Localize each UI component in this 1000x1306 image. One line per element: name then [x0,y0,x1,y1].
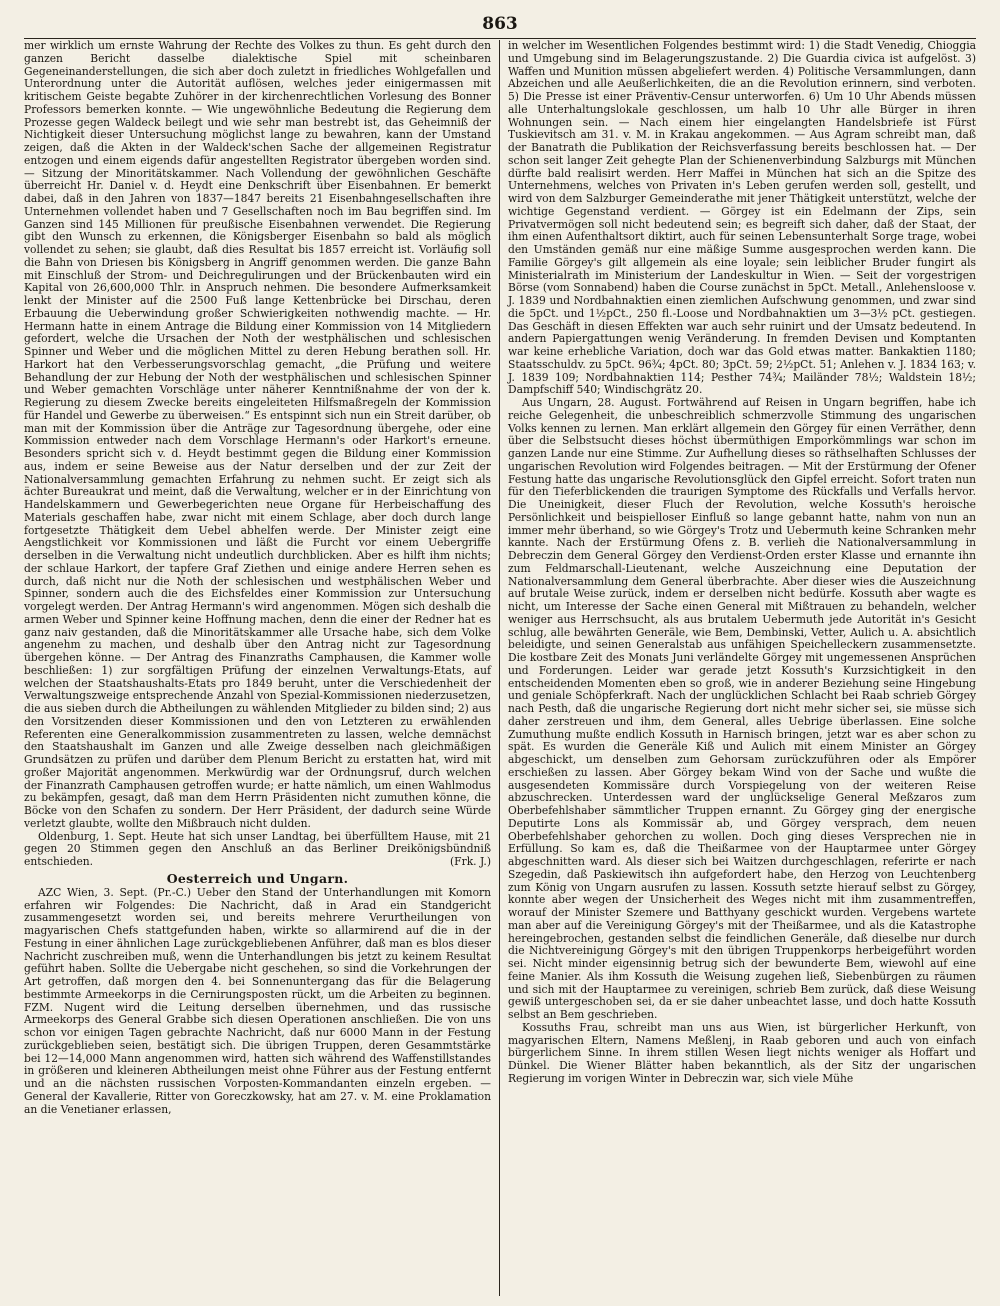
article-paragraph: mer wirklich um ernste Wahrung der Rechte des Volkes zu thun. Es geht durch den ganzen Bericht dasselbe dialektische Spiel mit scheinbaren Gegeneinanderstellungen, die sich aber doch zuletzt in friedliches Wohlgefallen und Unterordnung unter die Autorität auflösen, welches jeder einigermassen mit kritischem Geiste begabte Zuhörer in der kirchenrechtlichen Vorlesung des Bonner Professors bemerken konnte. — Wie ungewöhnliche Bedeutung die Regierung dem Prozesse gegen Waldeck beilegt und wie sehr man bestrebt ist, das Geheimniß der Nichtigkeit dieser Untersuchung möglichst lange zu bewahren, kann der Umstand zeigen, daß die Akten in der Waldeck'schen Sache der allgemeinen Registratur entzogen und einem eigends dafür angestellten Registrator übergeben worden sind. — Sitzung der Minoritätskammer. Nach Vollendung der gewöhnlichen Geschäfte überreicht Hr. Daniel v. d. Heydt eine Denkschrift über Eisenbahnen. Er bemerkt dabei, daß in den Jahren von 1837—1847 bereits 21 Eisenbahngesellschaften ihre Unternehmen vollendet haben und 7 Gesellschaften noch im Bau begriffen sind. Im Ganzen sind 145 Millionen für preußische Eisenbahnen verwendet. Die Regierung gibt den Wunsch zu erkennen, die Königsberger Eisenbahn so bald als möglich vollendet zu sehen; sie glaubt, daß dies Resultat bis 1857 erreicht ist. Vorläufig soll die Bahn von Driesen bis Königsberg in Angriff genommen werden. Die ganze Bahn mit Einschluß der Strom- und Deichregulirungen und der Brückenbauten wird ein Kapital von 26,600,000 Thlr. in Anspruch nehmen. Die besondere Aufmerksamkeit lenkt der Minister auf die 2500 Fuß lange Kettenbrücke bei Dirschau, deren Erbauung die Ueberwindung großer Schwierigkeiten nothwendig machte. — Hr. Hermann hatte in einem Antrage die Bildung einer Kommission von 14 Mitgliedern gefordert, welche die Ursachen der Noth der westphälischen und schlesischen Spinner und Weber und die möglichen Mittel zu deren Hebung berathen soll. Hr. Harkort hat den Verbesserungsvorschlag gemacht, „die Prüfung und weitere Behandlung der zur Hebung der Noth der westphälischen und schlesischen Spinner und Weber gemachten Vorschläge unter näherer Kenntnißnahme der von der k. Regierung zu diesem Zwecke bereits eingeleiteten Hilfsmaßregeln der Kommission für Handel und Gewerbe zu überweisen.“ Es entspinnt sich nun ein Streit darüber, ob man mit der Kommission über die Anträge zur Tagesordnung übergehe, oder eine Kommission entweder nach dem Vorschlage Hermann's oder Harkort's erneune. Besonders spricht sich v. d. Heydt bestimmt gegen die Bildung einer Kommission aus, indem er seine Beweise aus der Natur derselben und der zur Zeit der Nationalversammlung gemachten Erfahrung zu nehmen sucht. Er zeigt sich als ächter Bureaukrat und meint, daß die Verwaltung, welcher er in der Einrichtung von Handelskammern und Gewerbegerichten neue Organe für Herbeischaffung des Materials geschaffen habe, zwar nicht mit einem Schlage, aber doch durch lange fortgesetzte Thätigkeit dem Uebel abhelfen werde. Der Minister zeigt eine Aengstlichkeit vor Kommissionen und läßt die Furcht vor einem Uebergriffe derselben in die Verwaltung nicht undeutlich durchblicken. Aber es hilft ihm nichts; der schlaue Harkort, der tapfere Graf Ziethen und einige andere Herren sehen es durch, daß nicht nur die Noth der schlesischen und westphälischen Weber und Spinner, sondern auch die des Eichsfeldes einer Kommission zur Untersuchung vorgelegt werden. Der Antrag Hermann's wird angenommen. Mögen sich deshalb die armen Weber und Spinner keine Hoffnung machen, denn die einer der Redner hat es ganz naiv gestanden, daß die Minoritätskammer alle Ursache habe, sich dem Volke angenehm zu machen, und deshalb über den Antrag nicht zur Tagesordnung übergehen könne. — Der Antrag des Finanzraths Camphausen, die Kammer wolle beschließen: 1) zur sorgfältigen Prüfung der einzelnen Verwaltungs-Etats, auf welchen der Staatshaushalts-Etats pro 1849 beruht, unter die Verschiedenheit der Verwaltungszweige entsprechende Anzahl von Spezial-Kommissionen niederzusetzen, die aus sieben durch die Abtheilungen zu wählenden Mitglieder zu bilden sind; 2) aus den Vorsitzenden dieser Kommissionen und den von Letzteren zu erwählenden Referenten eine Generalkommission zusammentreten zu lassen, welche demnächst den Staatshaushalt im Ganzen und alle Zweige desselben nach gleichmäßigen Grundsätzen zu prüfen und darüber dem Plenum Bericht zu erstatten hat, wird mit großer Majorität angenommen. Merkwürdig war der Ordnungsruf, durch welchen der Finanzrath Camphausen getroffen wurde; er hatte nämlich, um einen Wahlmodus zu bekämpfen, gesagt, daß man dem Herrn Präsidenten nicht zumuthen könne, die Böcke von den Schafen zu sondern. Der Herr Präsident, der dadurch seine Würde verletzt glaubte, wollte den Mißbrauch nicht dulden. [24,40,491,830]
oldenburg-text: Oldenburg, 1. Sept. Heute hat sich unser Landtag, bei überfülltem Hause, mit 21 gegen 20 Stimmen gegen den Anschluß an das Berliner Dreikönigsbündniß entschieden. [24,829,491,868]
oldenburg-signature: (Frk. J.) [450,855,491,868]
article-paragraph [24,831,491,869]
newspaper-columns [24,40,976,1296]
page-number: 863 [482,14,518,34]
right-column [500,40,976,1296]
header-rule [24,38,976,39]
section-heading: Oesterreich und Ungarn. [166,870,349,886]
article-paragraph: AZC Wien, 3. Sept. (Pr.-C.) Ueber den Stand der Unterhandlungen mit Komorn erfahren wir Folgendes: Die Nachricht, daß in Arad ein Standgericht zusammengesetzt worden sei, und bereits mehrere Verurtheilungen von magyarischen Chefs stattgefunden haben, wirkte so allarmirend auf die in der Festung in einer ähnlichen Lage zurückgebliebenen Anführer, daß man es blos dieser Nachricht zuschreiben muß, wenn die Unterhandlungen bis jetzt zu keinem Resultat geführt haben. Sollte die Uebergabe nicht geschehen, so sind die Vorkehrungen der Art getroffen, daß morgen den 4. bei Sonnenuntergang das für die Belagerung bestimmte Armeekorps in die Cernirungsposten rückt, um die Arbeiten zu beginnen. FZM. Nugent wird die Leitung derselben übernehmen, und das russische Armeekorps des General Grabbe sich diesen Operationen anschließen. Die von uns schon vor einigen Tagen gebrachte Nachricht, daß nur 6000 Mann in der Festung zurückgeblieben seien, bestätigt sich. Die übrigen Truppen, deren Gesammtstärke bei 12—14,000 Mann angenommen wird, hatten sich während des Waffenstillstandes in größeren und kleineren Abtheilungen meist ohne Führer aus der Festung entfernt und an die nächsten russischen Vorposten-Kommandanten einzeln ergeben. — General der Kavallerie, Ritter von Goreczkowsky, hat am 27. v. M. eine Proklamation an die Venetianer erlassen, [24,885,491,1116]
article-paragraph: Kossuths Frau, schreibt man uns aus Wien, ist bürgerlicher Herkunft, von magyarischen Eltern, Namens Meßlenj, in Raab geboren und auch von einfach bürgerlichem Sinne. In ihrem stillen Wesen liegt nichts weniger als Hoffart und Dünkel. Die Wiener Blätter haben bekanntlich, als der Sitz der ungarischen Regierung im vorigen Winter in Debreczin war, sich viele Mühe [508,1020,976,1085]
left-column [24,40,500,1296]
article-paragraph: in welcher im Wesentlichen Folgendes bestimmt wird: 1) die Stadt Venedig, Chioggia und Umgebung sind im Belagerungszustande. 2) Die Guardia civica ist aufgelöst. 3) Waffen und Munition müssen abgeliefert werden. 4) Politische Versammlungen, dann Abzeichen und alle Aeußerlichkeiten, die an die Revolution erinnern, sind verboten. 5) Die Presse ist einer Präventiv-Censur unterworfen. 6) Um 10 Uhr Abends müssen alle Unterhaltungslokale geschlossen, um halb 10 Uhr alle Bürger in ihren Wohnungen sein. — Nach einem hier eingelangten Handelsbriefe ist Fürst Tuskievitsch am 31. v. M. in Krakau angekommen. — Aus Agram schreibt man, daß der Banatrath die Publikation der Reichsverfassung bereits beschlossen hat. — Der schon seit langer Zeit gehegte Plan der Schienenverbindung Salzburgs mit München dürfte bald realisirt werden. Herr Maffei in München hat sich an die Spitze des Unternehmens, welches von Privaten in's Leben gerufen werden soll, gestellt, und wird von dem Salzburger Gemeinderathe mit jener Thätigkeit unterstützt, welche der wichtige Gegenstand verdient. — Görgey ist ein Edelmann der Zips, sein Privatvermögen soll nicht bedeutend sein; es begreift sich daher, daß der Staat, der ihm einen Aufenthaltsort diktirt, auch für seinen Lebensunterhalt Sorge trage, wobei den Umständen gemäß nur eine mäßige Summe ausgesprochen werden kann. Die Familie Görgey's gilt allgemein als eine loyale; sein leiblicher Bruder fungirt als Ministerialrath im Ministerium der Landeskultur in Wien. — Seit der vorgestrigen Börse (vom Sonnabend) haben die Course zunächst in 5pCt. Metall., Anlehensloose v. J. 1839 und Nordbahnaktien einen ziemlichen Aufschwung genommen, und zwar sind die 5pCt. und 1½pCt., 250 fl.-Loose und Nordbahnaktien um 3—3½ pCt. gestiegen. Das Geschäft in diesen Effekten war auch sehr ruinirt und der Umsatz bedeutend. In andern Papiergattungen wenig Veränderung. In fremden Devisen und Komptanten war keine erhebliche Variation, doch war das Gold etwas matter. Bankaktien 1180; Staatsschuldv. zu 5pCt. 96¾; 4pCt. 80; 3pCt. 59; 2½pCt. 51; Anlehen v. J. 1834 163; v. J. 1839 109; Nordbahnaktien 114; Pesther 74¾; Mailänder 78½; Waldstein 18½; Dampfschiff 540; Windischgrätz 20. [508,40,976,397]
article-paragraph: Aus Ungarn, 28. August. Fortwährend auf Reisen in Ungarn begriffen, habe ich reiche Gelegenheit, die unbeschreiblich schmerzvolle Stimmung des ungarischen Volks kennen zu lernen. Man erklärt allgemein den Görgey für einen Verräther, denn über die Selbstsucht dieses höchst übermüthigen Emporkömmlings war schon im ganzen Lande nur eine Stimme. Zur Aufhellung dieses so räthselhaften Schlusses der ungarischen Revolution wird Folgendes beitragen. — Mit der Erstürmung der Ofener Festung hatte das ungarische Revolutionsglück den Gipfel erreicht. Sofort traten nun für den Tieferblickenden die traurigen Symptome des Rückfalls und Verfalls hervor. Die Uneinigkeit, dieser Fluch der Revolution, welche Kossuth's heroische Persönlichkeit und beispielloser Einfluß so lange gebannt hatte, nahm von nun an immer mehr überhand, so wie Görgey's Trotz und Uebermuth keine Schranken mehr kannte. Nach der Erstürmung Ofens z. B. verlieh die Nationalversammlung in Debreczin dem General Görgey den Verdienst-Orden erster Klasse und ernannte ihn zum Feldmarschall-Lieutenant, welche Auszeichnung eine Deputation der Nationalversammlung dem General überbrachte. Aber dieser wies die Auszeichnung auf brutale Weise zurück, indem er derselben nicht bedürfe. Kossuth aber wagte es nicht, um Interesse der Sache einen General mit Mißtrauen zu behandeln, welcher weniger aus Herrschsucht, als aus brutalem Uebermuth jede Autorität in's Gesicht schlug, alle bewährten Generäle, wie Bem, Dembinski, Vetter, Aulich u. A. absichtlich beleidigte, und seinen Generalstab aus unfähigen Speichelleckern zusammensetzte. Die kostbare Zeit des Monats Juni verländelte Görgey mit ungemessenen Ansprüchen und Forderungen. Leider war gerade jetzt Kossuth's Kurzsichtigkeit in den entscheidenden Momenten eben so groß, wie in anderer Beziehung seine Hingebung und geniale Schöpferkraft. Nach der unglücklichen Schlacht bei Raab schrieb Görgey nach Pesth, daß die ungarische Regierung dort nicht mehr sicher sei, sie müsse sich daher zerstreuen und ihm, dem General, alles Uebrige überlassen. Eine solche Zumuthung mußte endlich Kossuth in Harnisch bringen, jetzt war es aber schon zu spät. Es wurden die Generäle Kiß und Aulich mit einem Minister an Görgey abgeschickt, um denselben zum Gehorsam zurückzuführen oder als Empörer erschießen zu lassen. Aber Görgey bekam Wind von der Sache und wußte die ausgesendeten Kommissäre durch Vorspiegelung von der weiteren Reise abzuschrecken. Unterdessen ward der unglückselige General Meßzaros zum Oberbefehlshaber sämmtlicher Truppen ernannt. Zu Görgey ging der energische Deputirte Lons als Kommissär ab, und Görgey versprach, dem neuen Oberbefehlshaber gehorchen zu wollen. Doch ging dieses Versprechen nie in Erfüllung. So kam es, daß die Theißarmee von der Hauptarmee unter Görgey abgeschnitten ward. Als dieser sich bei Waitzen durchgeschlagen, referirte er nach Szegedin, daß Paskiewitsch ihn aufgefordert habe, den Herzog von Leuchtenberg zum König von Ungarn ausrufen zu lassen. Kossuth setzte hierauf selbst zu Görgey, konnte aber wegen der Unsicherheit des Weges nicht mit ihm zusammentreffen, worauf der Minister Szemere und Batthyany geschickt wurden. Vergebens wartete man aber auf die Vereinigung Görgey's mit der Theißarmee, und als die Katastrophe hereingebrochen, gestanden selbst die feindlichen Generäle, daß dieselbe nur durch die Nichtvereinigung Görgey's mit den übrigen Truppenkorps herbeigeführt worden sei. Nicht minder eigensinnig betrug sich der bewunderte Bem, wiewohl auf eine feine Manier. Als ihm Kossuth die Weisung zugehen ließ, Siebenbürgen zu räumen und sich mit der Hauptarmee zu vereinigen, schrieb Bem zurück, daß diese Weisung gewiß untergeschoben sei, da er sie daher unbeachtet lasse, und doch hatte Kossuth selbst an Bem geschrieben. [508,396,976,1021]
